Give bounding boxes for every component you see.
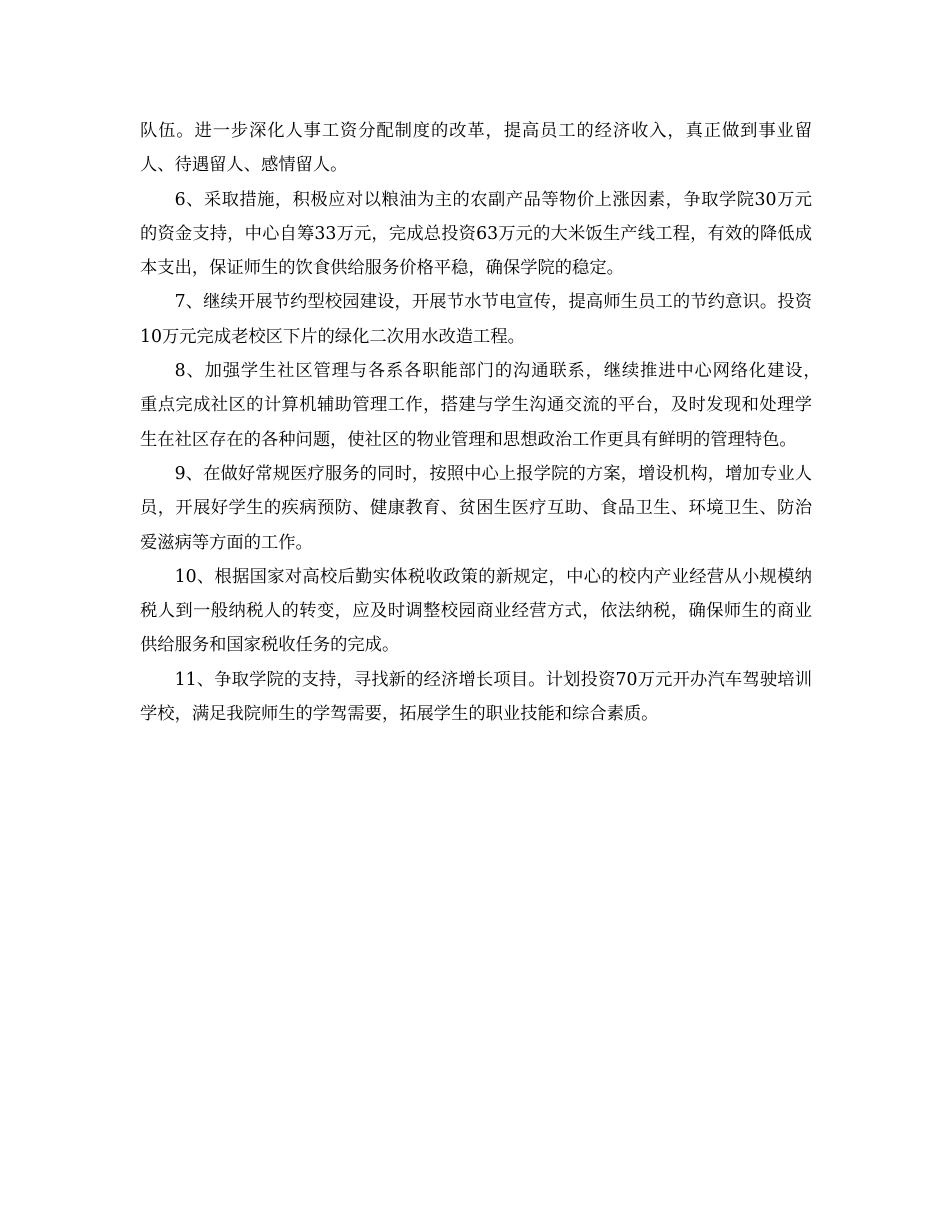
paragraph-item-6: 6、采取措施，积极应对以粮油为主的农副产品等物价上涨因素，争取学院30万元的资金支持，中心自筹33万元，完成总投资63万元的大米饭生产线工程，有效的降低成本支出，保证师生的饮食供给服务价格平稳，确保学院的稳定。 [140, 189, 812, 279]
paragraph-item-11: 11、争取学院的支持，寻找新的经济增长项目。计划投资70万元开办汽车驾驶培训学校，满足我院师生的学驾需要，拓展学生的职业技能和综合素质。 [140, 669, 812, 725]
document-body [140, 114, 830, 731]
paragraph-item-9: 9、在做好常规医疗服务的同时，按照中心上报学院的方案，增设机构，增加专业人员，开展好学生的疾病预防、健康教育、贫困生医疗互助、食品卫生、环境卫生、防治爱滋病等方面的工作。 [140, 463, 812, 553]
paragraph-item-10: 10、根据国家对高校后勤实体税收政策的新规定，中心的校内产业经营从小规模纳税人到一般纳税人的转变，应及时调整校园商业经营方式，依法纳税，确保师生的商业供给服务和国家税收任务的完成。 [140, 566, 812, 656]
paragraph-continuation: 队伍。进一步深化人事工资分配制度的改革，提高员工的经济收入，真正做到事业留人、待遇留人、感情留人。 [140, 121, 812, 176]
paragraph-item-7: 7、继续开展节约型校园建设，开展节水节电宣传，提高师生员工的节约意识。投资10万元完成老校区下片的绿化二次用水改造工程。 [140, 292, 812, 347]
paragraph-item-8: 8、加强学生社区管理与各系各职能部门的沟通联系，继续推进中心网络化建设， 重点完成社区的计算机辅助管理工作，搭建与学生沟通交流的平台，及时发现和处理学生在社区存在的各种问题，使社区的物业管理和思想政治工作更具有鲜明的管理特色。 [140, 361, 830, 450]
